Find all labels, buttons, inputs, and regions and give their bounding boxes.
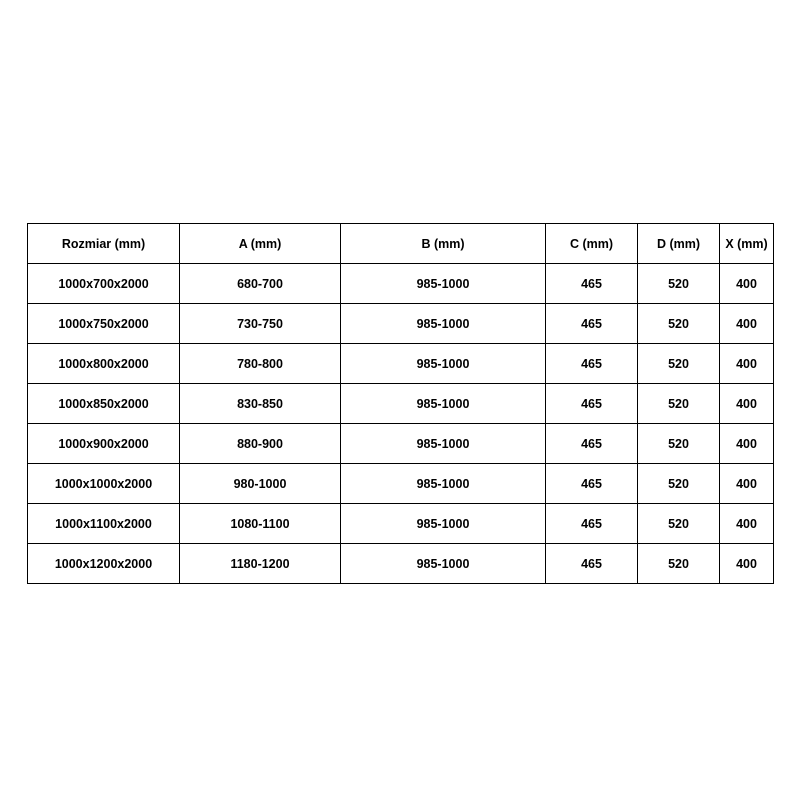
cell-b: 985-1000 — [341, 424, 546, 464]
cell-x: 400 — [720, 504, 774, 544]
cell-x: 400 — [720, 544, 774, 584]
cell-d: 520 — [638, 464, 720, 504]
cell-x: 400 — [720, 264, 774, 304]
cell-rozmiar: 1000x700x2000 — [28, 264, 180, 304]
cell-rozmiar: 1000x850x2000 — [28, 384, 180, 424]
cell-b: 985-1000 — [341, 344, 546, 384]
cell-rozmiar: 1000x1000x2000 — [28, 464, 180, 504]
cell-c: 465 — [546, 504, 638, 544]
column-header-d: D (mm) — [638, 224, 720, 264]
cell-rozmiar: 1000x1200x2000 — [28, 544, 180, 584]
column-header-a: A (mm) — [180, 224, 341, 264]
cell-x: 400 — [720, 304, 774, 344]
cell-a: 880-900 — [180, 424, 341, 464]
column-header-b: B (mm) — [341, 224, 546, 264]
cell-c: 465 — [546, 424, 638, 464]
cell-rozmiar: 1000x750x2000 — [28, 304, 180, 344]
table-row — [28, 424, 774, 464]
spec-table-container — [27, 223, 773, 584]
table-row — [28, 464, 774, 504]
cell-a: 980-1000 — [180, 464, 341, 504]
table-row — [28, 344, 774, 384]
table-row — [28, 264, 774, 304]
cell-x: 400 — [720, 424, 774, 464]
cell-d: 520 — [638, 544, 720, 584]
cell-a: 830-850 — [180, 384, 341, 424]
cell-a: 680-700 — [180, 264, 341, 304]
cell-x: 400 — [720, 344, 774, 384]
cell-c: 465 — [546, 264, 638, 304]
cell-d: 520 — [638, 504, 720, 544]
specification-table — [27, 223, 774, 584]
cell-d: 520 — [638, 384, 720, 424]
cell-rozmiar: 1000x1100x2000 — [28, 504, 180, 544]
table-row — [28, 304, 774, 344]
cell-x: 400 — [720, 464, 774, 504]
cell-c: 465 — [546, 544, 638, 584]
cell-d: 520 — [638, 424, 720, 464]
cell-c: 465 — [546, 304, 638, 344]
cell-d: 520 — [638, 344, 720, 384]
cell-a: 1080-1100 — [180, 504, 341, 544]
table-header — [28, 224, 774, 264]
cell-b: 985-1000 — [341, 264, 546, 304]
cell-x: 400 — [720, 384, 774, 424]
cell-b: 985-1000 — [341, 384, 546, 424]
table-row — [28, 504, 774, 544]
cell-c: 465 — [546, 344, 638, 384]
cell-b: 985-1000 — [341, 464, 546, 504]
cell-c: 465 — [546, 384, 638, 424]
cell-c: 465 — [546, 464, 638, 504]
table-row — [28, 384, 774, 424]
cell-a: 730-750 — [180, 304, 341, 344]
cell-a: 1180-1200 — [180, 544, 341, 584]
cell-b: 985-1000 — [341, 304, 546, 344]
cell-b: 985-1000 — [341, 544, 546, 584]
table-header-row — [28, 224, 774, 264]
cell-rozmiar: 1000x900x2000 — [28, 424, 180, 464]
cell-b: 985-1000 — [341, 504, 546, 544]
cell-d: 520 — [638, 304, 720, 344]
column-header-c: C (mm) — [546, 224, 638, 264]
column-header-x: X (mm) — [720, 224, 774, 264]
cell-rozmiar: 1000x800x2000 — [28, 344, 180, 384]
table-body — [28, 264, 774, 584]
cell-a: 780-800 — [180, 344, 341, 384]
cell-d: 520 — [638, 264, 720, 304]
table-row — [28, 544, 774, 584]
column-header-rozmiar: Rozmiar (mm) — [28, 224, 180, 264]
